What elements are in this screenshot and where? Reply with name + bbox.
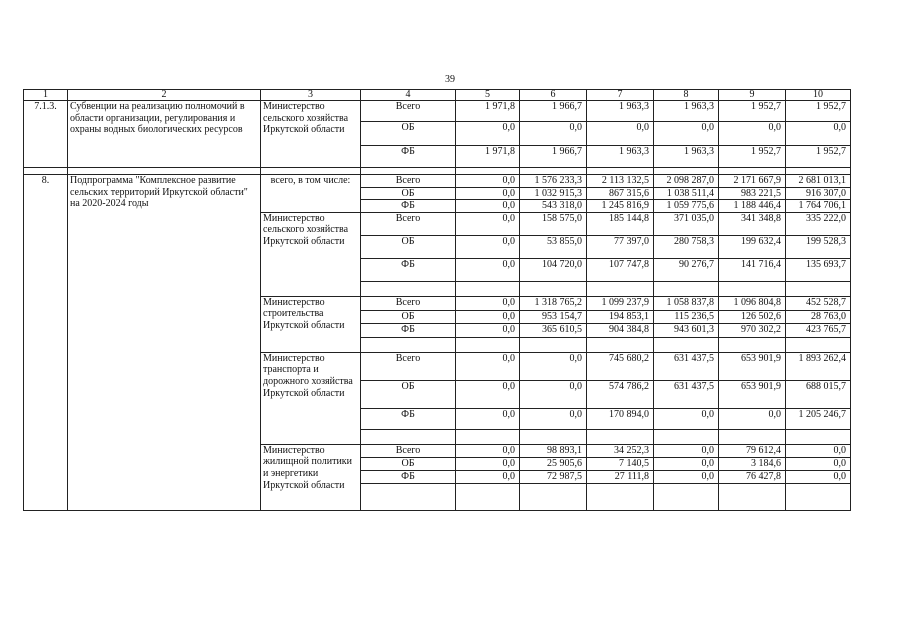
column-number: 10 (786, 90, 851, 101)
value-cell: 916 307,0 (786, 187, 851, 200)
empty-cell (456, 483, 520, 510)
empty-cell (361, 168, 456, 175)
budget-level: ОБ (361, 380, 456, 408)
column-number: 9 (719, 90, 786, 101)
empty-cell (520, 281, 587, 296)
value-cell: 34 252,3 (587, 444, 654, 457)
value-cell: 365 610,5 (520, 323, 587, 337)
empty-cell (719, 483, 786, 510)
value-cell: 25 905,6 (520, 457, 587, 470)
empty-cell (786, 483, 851, 510)
empty-cell (587, 168, 654, 175)
empty-cell (24, 168, 68, 175)
empty-cell (520, 429, 587, 444)
column-number: 4 (361, 90, 456, 101)
empty-cell (361, 281, 456, 296)
executor-cell: Министерство сельского хозяйства Иркутской области (261, 101, 361, 168)
value-cell: 0,0 (520, 122, 587, 146)
value-cell: 970 302,2 (719, 323, 786, 337)
value-cell: 1 188 446,4 (719, 200, 786, 213)
value-cell: 2 681 013,1 (786, 175, 851, 188)
value-cell: 1 764 706,1 (786, 200, 851, 213)
value-cell: 423 765,7 (786, 323, 851, 337)
value-cell: 653 901,9 (719, 380, 786, 408)
value-cell: 7 140,5 (587, 457, 654, 470)
value-cell: 543 318,0 (520, 200, 587, 213)
empty-cell (520, 483, 587, 510)
empty-cell (786, 337, 851, 352)
column-number: 8 (654, 90, 719, 101)
value-cell: 0,0 (654, 444, 719, 457)
empty-cell (719, 337, 786, 352)
budget-table (23, 89, 851, 511)
empty-cell (654, 483, 719, 510)
budget-level: ОБ (361, 187, 456, 200)
empty-cell (786, 281, 851, 296)
value-cell: 943 601,3 (654, 323, 719, 337)
empty-cell (261, 168, 361, 175)
value-cell: 0,0 (456, 175, 520, 188)
separator-row (24, 168, 851, 175)
value-cell: 98 893,1 (520, 444, 587, 457)
empty-cell (587, 483, 654, 510)
value-cell: 574 786,2 (587, 380, 654, 408)
executor-cell: всего, в том числе: (261, 175, 361, 213)
value-cell: 199 632,4 (719, 235, 786, 258)
value-cell: 3 184,6 (719, 457, 786, 470)
empty-cell (654, 429, 719, 444)
value-cell: 1 318 765,2 (520, 296, 587, 310)
value-cell: 1 963,3 (587, 101, 654, 122)
value-cell: 1 952,7 (719, 146, 786, 168)
empty-cell (456, 281, 520, 296)
executor-cell: Министерство сельского хозяйства Иркутской области (261, 212, 361, 296)
value-cell: 0,0 (456, 444, 520, 457)
value-cell: 0,0 (456, 296, 520, 310)
value-cell: 1 963,3 (654, 101, 719, 122)
item-number: 8. (24, 175, 68, 511)
value-cell: 1 966,7 (520, 101, 587, 122)
budget-level: ФБ (361, 200, 456, 213)
header-row (24, 90, 851, 101)
budget-level: Всего (361, 296, 456, 310)
budget-level: Всего (361, 101, 456, 122)
value-cell: 867 315,6 (587, 187, 654, 200)
value-cell: 0,0 (456, 200, 520, 213)
budget-level: ОБ (361, 235, 456, 258)
value-cell: 90 276,7 (654, 258, 719, 281)
budget-level: ФБ (361, 470, 456, 483)
value-cell: 688 015,7 (786, 380, 851, 408)
value-cell: 0,0 (456, 187, 520, 200)
value-cell: 27 111,8 (587, 470, 654, 483)
value-cell: 2 171 667,9 (719, 175, 786, 188)
value-cell: 631 437,5 (654, 352, 719, 380)
value-cell: 0,0 (719, 408, 786, 429)
empty-cell (719, 168, 786, 175)
budget-level: ФБ (361, 146, 456, 168)
value-cell: 0,0 (456, 323, 520, 337)
value-cell: 194 853,1 (587, 310, 654, 323)
page-number: 39 (445, 74, 455, 85)
empty-cell (361, 429, 456, 444)
budget-level: ФБ (361, 258, 456, 281)
empty-cell (587, 429, 654, 444)
value-cell: 1 032 915,3 (520, 187, 587, 200)
value-cell: 0,0 (587, 122, 654, 146)
empty-cell (456, 429, 520, 444)
empty-cell (361, 337, 456, 352)
value-cell: 653 901,9 (719, 352, 786, 380)
empty-cell (587, 337, 654, 352)
value-cell: 0,0 (786, 470, 851, 483)
value-cell: 0,0 (456, 310, 520, 323)
value-cell: 1 971,8 (456, 146, 520, 168)
empty-cell (654, 168, 719, 175)
value-cell: 1 205 246,7 (786, 408, 851, 429)
value-cell: 2 113 132,5 (587, 175, 654, 188)
value-cell: 1 952,7 (786, 146, 851, 168)
value-cell: 104 720,0 (520, 258, 587, 281)
value-cell: 0,0 (654, 457, 719, 470)
value-cell: 335 222,0 (786, 212, 851, 235)
value-cell: 1 038 511,4 (654, 187, 719, 200)
value-cell: 107 747,8 (587, 258, 654, 281)
value-cell: 745 680,2 (587, 352, 654, 380)
value-cell: 0,0 (654, 122, 719, 146)
value-cell: 199 528,3 (786, 235, 851, 258)
column-number: 5 (456, 90, 520, 101)
value-cell: 28 763,0 (786, 310, 851, 323)
value-cell: 115 236,5 (654, 310, 719, 323)
table-row (24, 101, 851, 122)
empty-cell (654, 281, 719, 296)
empty-cell (68, 168, 261, 175)
value-cell: 0,0 (456, 258, 520, 281)
value-cell: 1 963,3 (654, 146, 719, 168)
budget-level: ОБ (361, 457, 456, 470)
value-cell: 0,0 (456, 212, 520, 235)
value-cell: 0,0 (719, 122, 786, 146)
empty-cell (654, 337, 719, 352)
value-cell: 371 035,0 (654, 212, 719, 235)
empty-cell (361, 483, 456, 510)
value-cell: 280 758,3 (654, 235, 719, 258)
column-number: 3 (261, 90, 361, 101)
empty-cell (719, 429, 786, 444)
budget-level: Всего (361, 175, 456, 188)
value-cell: 1 059 775,6 (654, 200, 719, 213)
value-cell: 983 221,5 (719, 187, 786, 200)
value-cell: 2 098 287,0 (654, 175, 719, 188)
value-cell: 53 855,0 (520, 235, 587, 258)
value-cell: 341 348,8 (719, 212, 786, 235)
item-name: Субвенции на реализацию полномочий в области организации, регулирования и охраны водных биологических ресурсов (68, 101, 261, 168)
budget-level: ОБ (361, 122, 456, 146)
value-cell: 141 716,4 (719, 258, 786, 281)
value-cell: 953 154,7 (520, 310, 587, 323)
budget-level: ОБ (361, 310, 456, 323)
empty-cell (456, 168, 520, 175)
value-cell: 158 575,0 (520, 212, 587, 235)
budget-level: ФБ (361, 323, 456, 337)
item-number: 7.1.3. (24, 101, 68, 168)
value-cell: 1 893 262,4 (786, 352, 851, 380)
value-cell: 0,0 (786, 457, 851, 470)
empty-cell (719, 281, 786, 296)
value-cell: 0,0 (786, 122, 851, 146)
value-cell: 1 058 837,8 (654, 296, 719, 310)
executor-cell: Министерство транспорта и дорожного хозяйства Иркутской области (261, 352, 361, 444)
budget-level: Всего (361, 352, 456, 380)
value-cell: 0,0 (456, 470, 520, 483)
value-cell: 135 693,7 (786, 258, 851, 281)
value-cell: 170 894,0 (587, 408, 654, 429)
value-cell: 452 528,7 (786, 296, 851, 310)
value-cell: 631 437,5 (654, 380, 719, 408)
value-cell: 76 427,8 (719, 470, 786, 483)
column-number: 1 (24, 90, 68, 101)
value-cell: 185 144,8 (587, 212, 654, 235)
value-cell: 0,0 (456, 235, 520, 258)
value-cell: 1 952,7 (786, 101, 851, 122)
value-cell: 0,0 (786, 444, 851, 457)
value-cell: 1 576 233,3 (520, 175, 587, 188)
table-row (24, 175, 851, 188)
value-cell: 1 971,8 (456, 101, 520, 122)
empty-cell (520, 168, 587, 175)
column-number: 6 (520, 90, 587, 101)
value-cell: 1 096 804,8 (719, 296, 786, 310)
value-cell: 72 987,5 (520, 470, 587, 483)
value-cell: 0,0 (456, 352, 520, 380)
value-cell: 904 384,8 (587, 323, 654, 337)
column-number: 2 (68, 90, 261, 101)
value-cell: 0,0 (456, 457, 520, 470)
value-cell: 0,0 (520, 408, 587, 429)
value-cell: 79 612,4 (719, 444, 786, 457)
value-cell: 0,0 (456, 122, 520, 146)
value-cell: 0,0 (520, 380, 587, 408)
value-cell: 1 966,7 (520, 146, 587, 168)
budget-level: Всего (361, 212, 456, 235)
budget-level: ФБ (361, 408, 456, 429)
budget-level: Всего (361, 444, 456, 457)
value-cell: 1 245 816,9 (587, 200, 654, 213)
executor-cell: Министерство строительства Иркутской области (261, 296, 361, 352)
value-cell: 0,0 (654, 470, 719, 483)
value-cell: 1 099 237,9 (587, 296, 654, 310)
executor-cell: Министерство жилищной политики и энергетики Иркутской области (261, 444, 361, 510)
column-number: 7 (587, 90, 654, 101)
value-cell: 77 397,0 (587, 235, 654, 258)
value-cell: 0,0 (520, 352, 587, 380)
value-cell: 0,0 (456, 380, 520, 408)
value-cell: 1 952,7 (719, 101, 786, 122)
item-name: Подпрограмма "Комплексное развитие сельских территорий Иркутской области" на 2020-2024 годы (68, 175, 261, 511)
empty-cell (456, 337, 520, 352)
empty-cell (587, 281, 654, 296)
value-cell: 0,0 (456, 408, 520, 429)
value-cell: 126 502,6 (719, 310, 786, 323)
empty-cell (520, 337, 587, 352)
empty-cell (786, 429, 851, 444)
value-cell: 1 963,3 (587, 146, 654, 168)
empty-cell (786, 168, 851, 175)
value-cell: 0,0 (654, 408, 719, 429)
